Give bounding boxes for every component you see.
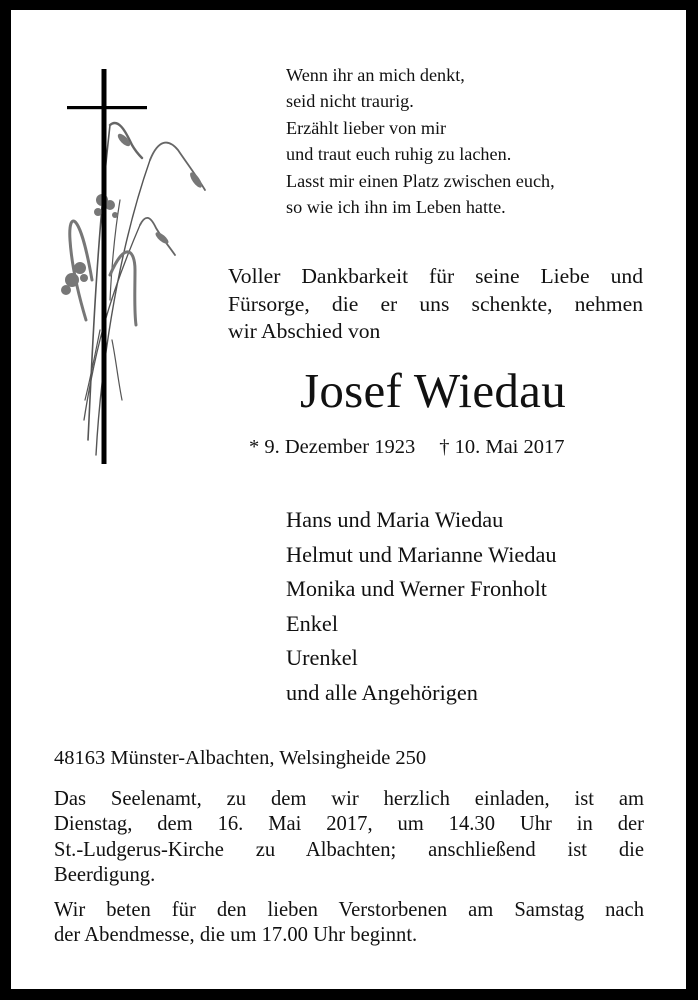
- mourner: und alle Angehörigen: [286, 679, 478, 705]
- death-dagger-icon: †: [439, 436, 450, 458]
- mourners-list: [286, 503, 557, 711]
- poem-line: so wie ich ihn im Leben hatte.: [286, 196, 506, 217]
- birth-date: 9. Dezember 1923: [264, 436, 416, 458]
- death-date: 10. Mai 2017: [454, 436, 565, 458]
- prayer-line: Wir beten für den lieben Verstorbenen am Samstag nach: [54, 899, 644, 921]
- deceased-name: Josef Wiedau: [299, 363, 567, 418]
- mourner: Urenkel: [286, 645, 358, 671]
- poem-line: und traut euch ruhig zu lachen.: [286, 144, 512, 165]
- service-info: [54, 787, 644, 889]
- mourner: Hans und Maria Wiedau: [286, 507, 504, 532]
- poem: [286, 62, 555, 220]
- thanks-line: wir Abschied von: [228, 319, 381, 344]
- life-dates: [249, 434, 565, 460]
- poem-line: seid nicht traurig.: [286, 91, 414, 112]
- service-line: Das Seelenamt, zu dem wir herzlich einladen, ist am: [54, 788, 644, 810]
- mourner: Enkel: [286, 610, 339, 636]
- prayer-info: [54, 898, 644, 949]
- mourner: Monika und Werner Fronholt: [286, 576, 547, 602]
- poem-line: Erzählt lieber von mir: [286, 117, 447, 138]
- service-line: Dienstag, dem 16. Mai 2017, um 14.30 Uhr in der: [54, 813, 644, 836]
- poem-line: Wenn ihr an mich denkt,: [286, 65, 465, 85]
- service-line: St.-Ludgerus-Kirche zu Albachten; anschließend ist die: [54, 838, 644, 861]
- prayer-line: der Abendmesse, die um 17.00 Uhr beginnt.: [54, 924, 418, 947]
- mourner: Helmut und Marianne Wiedau: [286, 541, 557, 567]
- birth-star-icon: *: [249, 436, 260, 458]
- thanks-line: Fürsorge, die er uns schenkte, nehmen: [228, 291, 643, 316]
- service-line: Beerdigung.: [54, 864, 156, 887]
- thanks-text: [228, 263, 643, 346]
- mourning-address: 48163 Münster-Albachten, Welsingheide 250: [54, 747, 427, 769]
- thanks-line: Voller Dankbarkeit für seine Liebe und: [228, 264, 643, 288]
- poem-line: Lasst mir einen Platz zwischen euch,: [286, 170, 555, 191]
